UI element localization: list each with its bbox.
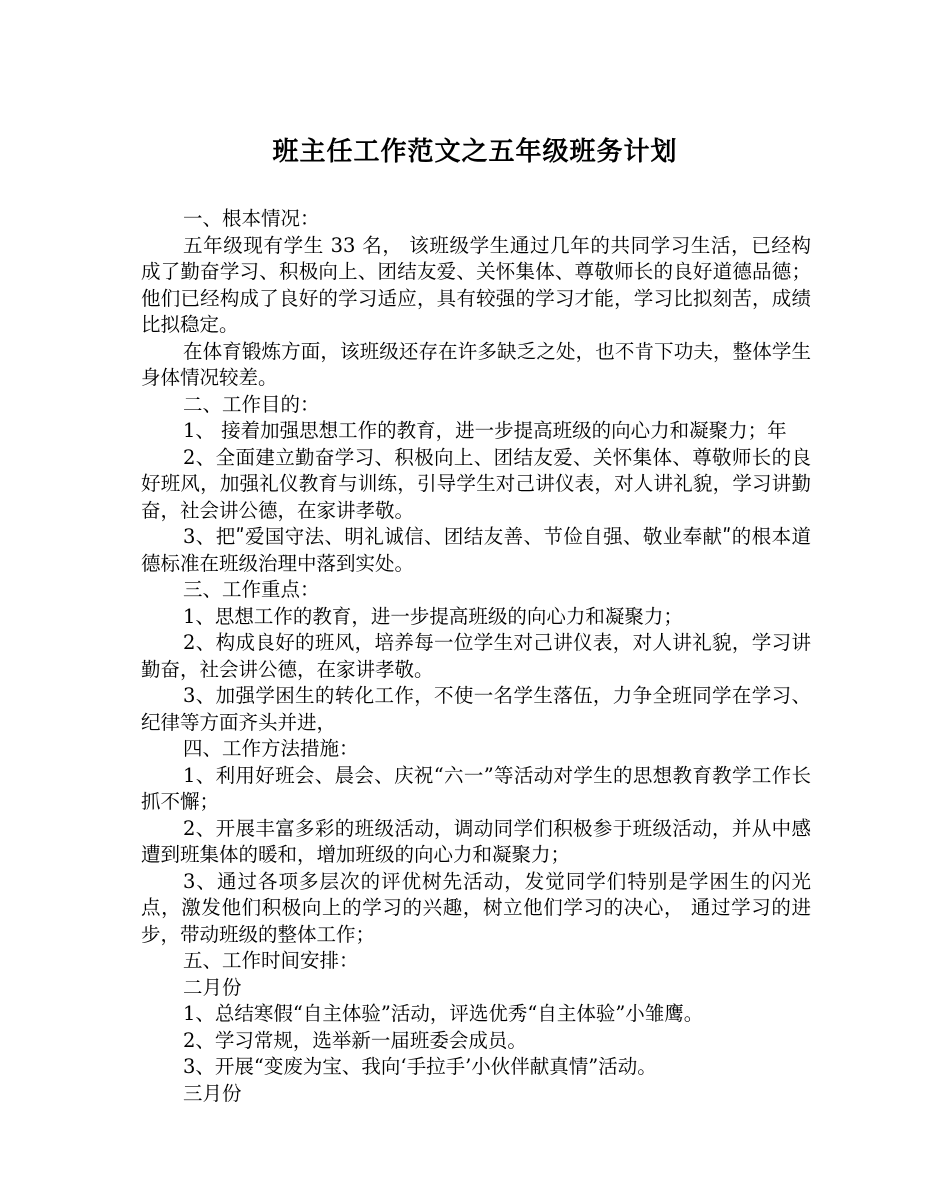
list-item: 3、开展“变废为宝、我向‘手拉手’小伙伴献真情”活动。 — [183, 1055, 657, 1078]
list-item: 2、学习常规，选举新一届班委会成员。 — [183, 1028, 527, 1052]
list-item: 3、把ʺ爱国守法、明礼诚信、团结友善、节俭自强、敬业奉献ʺ的根本道德标准在班级治理中落到实处。 — [141, 525, 811, 575]
section-heading-methods: 四、工作方法措施： — [183, 737, 359, 760]
paragraph: 五年级现有学生 33 名， 该班级学生通过几年的共同学习生活，已经构成了勤奋学习、积极向上、团结友爱、关怀集体、尊敬师长的良好道德品德；他们已经构成了良好的学习适应，具有较强的学习才能，学习比拟刻苦，成绩比拟稳定。 — [141, 233, 811, 336]
section-heading-schedule: 五、工作时间安排： — [183, 949, 359, 972]
document-title: 班主任工作范文之五年级班务计划 — [272, 137, 678, 167]
month-heading-february: 二月份 — [183, 975, 242, 999]
month-heading-march: 三月份 — [183, 1081, 242, 1105]
list-item: 1、利用好班会、晨会、庆祝“六一”等活动对学生的思想教育教学工作长抓不懈； — [141, 763, 811, 813]
list-item: 1、思想工作的教育，进一步提高班级的向心力和凝聚力； — [183, 604, 683, 628]
section-heading-work-goals: 二、工作目的： — [183, 392, 320, 416]
list-item: 3、通过各项多层次的评优树先活动，发觉同学们特别是学困生的闪光点，激发他们积极向上的学习的兴趣，树立他们学习的决心， 通过学习的进步，带动班级的整体工作； — [141, 869, 811, 946]
list-item: 1、 接着加强思想工作的教育，进一步提高班级的向心力和凝聚力；年 — [183, 419, 787, 442]
list-item: 1、总结寒假“自主体验”活动，评选优秀“自主体验”小雏鹰。 — [183, 1002, 704, 1025]
section-heading-work-focus: 三、工作重点： — [183, 578, 320, 601]
list-item: 3、加强学困生的转化工作，不使一名学生落伍，力争全班同学在学习、纪律等方面齐头并进， — [141, 684, 811, 734]
list-item: 2、构成良好的班风，培养每一位学生对己讲仪表，对人讲礼貌，学习讲勤奋，社会讲公德，在家讲孝敬。 — [141, 631, 811, 681]
list-item: 2、全面建立勤奋学习、积极向上、团结友爱、关怀集体、尊敬师长的良好班风，加强礼仪教育与训练，引导学生对己讲仪表，对人讲礼貌，学习讲勤奋，社会讲公德，在家讲孝敬。 — [141, 445, 811, 522]
section-heading-basic-situation: 一、根本情况： — [183, 207, 320, 230]
list-item: 2、开展丰富多彩的班级活动，调动同学们积极参于班级活动，并从中感遭到班集体的暖和，增加班级的向心力和凝聚力； — [141, 816, 811, 866]
document-body — [141, 206, 811, 1107]
paragraph: 在体育锻炼方面，该班级还存在许多缺乏之处，也不肯下功夫，整体学生身体情况较差。 — [141, 339, 811, 389]
